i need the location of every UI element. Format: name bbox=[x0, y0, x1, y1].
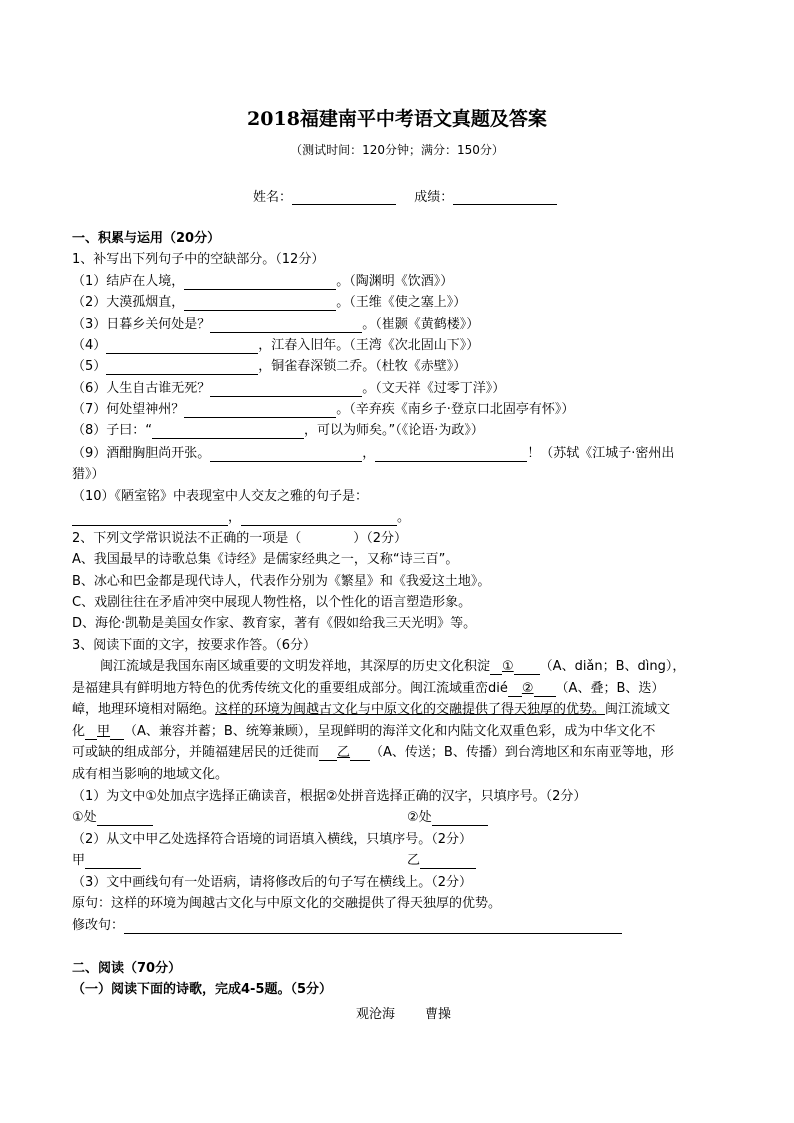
poem-heading bbox=[356, 1003, 481, 1022]
answer-blank[interactable] bbox=[97, 811, 153, 826]
q1-item-9-cont: 猎》） bbox=[72, 467, 105, 482]
score-blank[interactable] bbox=[453, 190, 557, 205]
q2-option-c: C、戏剧往往在矛盾冲突中展现人物性格，以个性化的语言塑造形象。 bbox=[72, 595, 472, 610]
q1-item: （5） ，铜雀春深锁二乔。（杜牧《赤壁》） bbox=[72, 359, 467, 374]
q1-item: （6）人生自古谁无死？ 。（文天祥《过零丁洋》） bbox=[72, 381, 506, 396]
q3-ans2a: 甲 bbox=[72, 853, 141, 869]
mark-1: ① bbox=[502, 659, 514, 674]
answer-blank[interactable] bbox=[375, 447, 527, 462]
answer-blank[interactable] bbox=[106, 360, 258, 375]
answer-blank[interactable] bbox=[152, 424, 304, 439]
answer-blank[interactable] bbox=[210, 382, 362, 397]
q3-passage-line: 闽江流域是我国东南区域重要的文明发祥地，其深厚的历史文化积淀 ① （A、diǎn；B、dìng）， bbox=[100, 659, 686, 674]
name-blank[interactable] bbox=[292, 190, 396, 205]
section2-part1: （一）阅读下面的诗歌，完成4-5题。（5分） bbox=[72, 982, 333, 997]
q2-option-b: B、冰心和巴金都是现代诗人，代表作分别为《繁星》和《我爱这土地》。 bbox=[72, 574, 491, 589]
answer-blank[interactable] bbox=[124, 919, 622, 934]
name-score-row bbox=[253, 186, 557, 205]
underlined-sentence: 这样的环境为闽越古文化与中原文化的交融提供了得天独厚的优势。 bbox=[215, 702, 606, 717]
poem-author: 曹操 bbox=[425, 1007, 452, 1022]
name-label: 姓名： bbox=[253, 190, 293, 205]
answer-blank[interactable] bbox=[319, 746, 337, 761]
section1-heading: 一、积累与运用（20分） bbox=[72, 231, 221, 246]
answer-blank[interactable] bbox=[432, 811, 488, 826]
mark-2: ② bbox=[521, 681, 534, 696]
answer-blank[interactable] bbox=[420, 854, 476, 869]
q3-passage-line: 是福建具有鲜明地方特色的优秀传统文化的重要组成部分。闽江流域重峦dié ② （A、叠；B、迭） bbox=[72, 681, 665, 696]
q3-sub2: （2）从文中甲乙处选择符合语境的词语填入横线，只填序号。（2分） bbox=[72, 832, 473, 847]
answer-blank[interactable] bbox=[241, 511, 397, 526]
answer-blank[interactable] bbox=[210, 318, 362, 333]
q3-passage-line: 化 甲 （A、兼容并蓄；B、统筹兼顾），呈现鲜明的海洋文化和内陆文化双重色彩，成为中华文化不 bbox=[72, 724, 656, 739]
q3-sub3: （3）文中画线句有一处语病，请将修改后的句子写在横线上。（2分） bbox=[72, 875, 473, 890]
page-subtitle: （测试时间：120分钟；满分：150分） bbox=[290, 143, 504, 157]
answer-blank[interactable] bbox=[85, 725, 97, 740]
q2-option-a: A、我国最早的诗歌总集《诗经》是儒家经典之一，又称“诗三百”。 bbox=[72, 552, 459, 567]
page-title: 2018福建南平中考语文真题及答案 bbox=[247, 108, 547, 130]
answer-blank[interactable] bbox=[514, 660, 540, 675]
q3-original: 原句：这样的环境为闽越古文化与中原文化的交融提供了得天独厚的优势。 bbox=[72, 896, 502, 911]
answer-blank[interactable] bbox=[85, 854, 141, 869]
q1-item-10-blanks: ， 。 bbox=[72, 510, 410, 526]
answer-blank[interactable] bbox=[534, 682, 556, 697]
answer-blank[interactable] bbox=[490, 660, 502, 675]
q1-item: （3）日暮乡关何处是？ 。（崔颢《黄鹤楼》） bbox=[72, 317, 480, 332]
q1-item-10: （10）《陋室铭》中表现室中人交友之雅的句子是： bbox=[72, 489, 369, 504]
section2-heading: 二、阅读（70分） bbox=[72, 961, 182, 976]
q3-passage-line: 可或缺的组成部分，并随福建居民的迁徙而 乙 （A、传送；B、传播）到台湾地区和东南亚等地，形 bbox=[72, 745, 674, 760]
answer-blank[interactable] bbox=[508, 682, 522, 697]
q1-item: （7）何处望神州？ 。（辛弃疾《南乡子·登京口北固亭有怀》） bbox=[72, 402, 575, 417]
q3-passage-line: 嶂，地理环境相对隔绝。这样的环境为闽越古文化与中原文化的交融提供了得天独厚的优势。闽江流域文 bbox=[72, 702, 671, 717]
poem-title: 观沧海 bbox=[356, 1007, 396, 1022]
q3-ans1a: ①处 bbox=[72, 810, 153, 826]
q2-stem: 2、下列文学常识说法不正确的一项是（ ）（2分） bbox=[72, 531, 408, 546]
answer-blank[interactable] bbox=[210, 447, 362, 462]
answer-blank[interactable] bbox=[184, 296, 336, 311]
q1-item: （8）子曰：“ ，可以为师矣。”（《论语·为政》） bbox=[72, 423, 484, 438]
answer-blank[interactable] bbox=[106, 339, 258, 354]
q1-item: （2）大漠孤烟直， 。（王维《使之塞上》） bbox=[72, 295, 467, 310]
q1-item-9: （9）酒酣胸胆尚开张。 ， ！（苏轼《江城子·密州出 bbox=[72, 446, 675, 461]
q3-sub1: （1）为文中①处加点字选择正确读音，根据②处拼音选择正确的汉字，只填序号。（2分） bbox=[72, 789, 587, 804]
q3-ans2b: 乙 bbox=[407, 853, 476, 869]
q3-revised: 修改句： bbox=[72, 918, 622, 934]
answer-blank[interactable] bbox=[110, 725, 124, 740]
score-label: 成绩： bbox=[414, 190, 454, 205]
q3-stem: 3、阅读下面的文字，按要求作答。（6分） bbox=[72, 638, 317, 653]
q3-passage-line: 成有相当影响的地域文化。 bbox=[72, 767, 229, 782]
q1-item: （4） ，江春入旧年。（王湾《次北固山下》） bbox=[72, 338, 480, 353]
q3-ans1b: ②处 bbox=[407, 810, 488, 826]
answer-blank[interactable] bbox=[184, 275, 336, 290]
mark-jia: 甲 bbox=[97, 724, 111, 739]
answer-blank[interactable] bbox=[72, 511, 228, 526]
pinyin-die: dié bbox=[488, 681, 508, 696]
q1-stem: 1、补写出下列句子中的空缺部分。（12分） bbox=[72, 252, 325, 267]
q2-option-d: D、海伦·凯勒是美国女作家、教育家，著有《假如给我三天光明》等。 bbox=[72, 616, 477, 631]
q1-item: （1）结庐在人境， 。（陶渊明《饮酒》） bbox=[72, 274, 454, 289]
mark-yi: 乙 bbox=[337, 745, 351, 760]
answer-blank[interactable] bbox=[350, 746, 370, 761]
answer-blank[interactable] bbox=[184, 403, 336, 418]
